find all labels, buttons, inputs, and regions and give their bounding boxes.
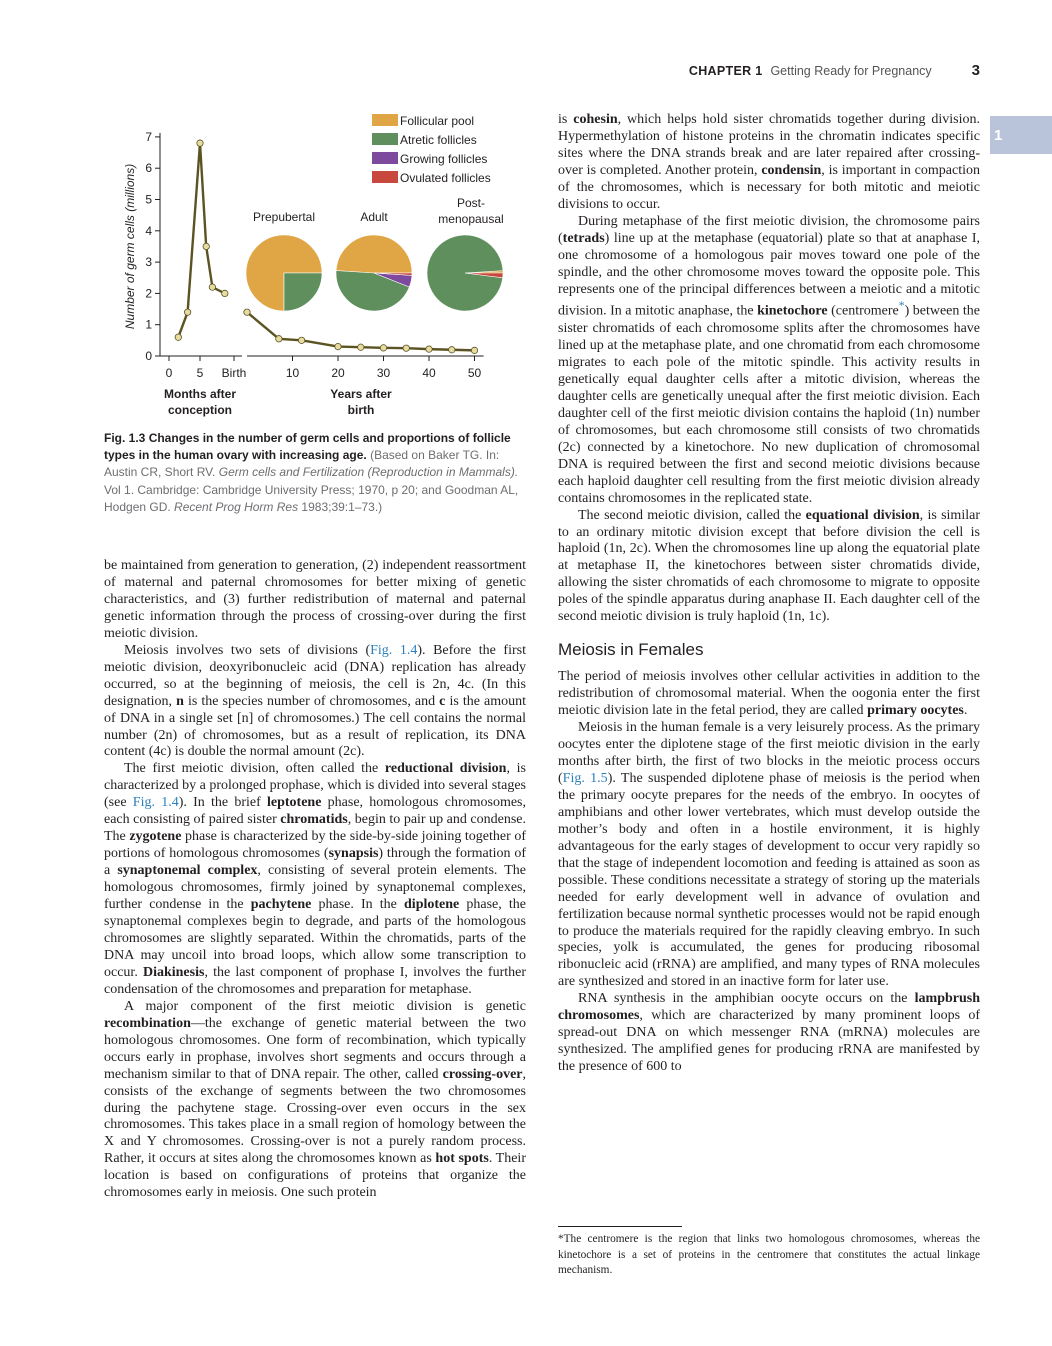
postnatal-series-point <box>276 336 282 342</box>
x-tick-label: 50 <box>467 366 482 380</box>
term: zygotene <box>129 829 182 845</box>
legend-label: Growing follicles <box>400 152 488 166</box>
legend-label: Follicular pool <box>400 114 475 128</box>
postnatal-series-point <box>298 337 304 343</box>
footnote-marker[interactable]: * <box>898 299 905 313</box>
term: primary oocytes <box>867 703 964 719</box>
text: , the last component of prophase I, involves the further condensation of the chromosomes and preparation for metaphase. <box>104 964 526 997</box>
term: n <box>176 693 184 709</box>
term: hot spots <box>435 1151 489 1167</box>
term: chromatids <box>280 812 348 828</box>
legend-swatch <box>372 133 398 145</box>
term: reductional division <box>384 761 507 777</box>
text: , begin to pair up and condense. The <box>104 812 526 845</box>
postnatal-series-point <box>426 346 432 352</box>
text: is <box>558 112 574 127</box>
text: —the exchange of genetic material between the two homologous chromosomes. One form of recombination, which typically occurs early in prophase, involves short segments and occurs through a mechanism similar to that of DNA repair. The other, called <box>104 1015 526 1082</box>
text: , which helps hold sister chromatids together during division. Hypermethylation of histone proteins in the chromatin indicates specific sites where the DNA strands break and are later repaired after crossing-over is completed. Another protein, <box>558 112 981 178</box>
text: ) through the formation of a <box>104 846 526 879</box>
text: The first meiotic division, often called the <box>124 761 385 777</box>
prenatal-series-point <box>175 334 181 340</box>
pie-label-line2: menopausal <box>438 212 504 226</box>
chapter-tab <box>990 116 1052 154</box>
footnote-rule <box>558 1226 682 1227</box>
chapter-tab-number: 1 <box>994 126 1003 144</box>
legend-swatch <box>372 114 398 126</box>
text: phase, the synaptonemal complexes begin to degrade, and parts of the homologous chromosomes are slightly separated. Within the chromatids, parts of the DNA may uncoil into broad loops, which allow some transcription to occur. <box>104 897 526 980</box>
text: RNA synthesis in the amphibian oocyte occurs on the <box>578 991 915 1007</box>
caption-title: Changes in the number of germ cells and proportions of follicle types in the human ovary with increasing age. <box>104 431 511 463</box>
term: leptotene <box>267 795 322 811</box>
postnatal-series-point <box>403 345 409 351</box>
caption-source-book: Germ cells and Fertilization (Reproduction in Mammals). <box>218 465 519 480</box>
x-tick-label: 20 <box>331 366 345 380</box>
term: kinetochore <box>757 304 828 320</box>
text: , consisting of several protein elements. The homologous chromosomes, firmly joined by synaptonemal complexes, further condense in the <box>104 863 527 913</box>
running-head <box>560 62 980 79</box>
pie-label: Prepubertal <box>252 210 316 224</box>
text: is the species number of chromosomes, and <box>183 693 440 709</box>
birth-tick-label: Birth <box>221 366 247 380</box>
text: A major component of the first meiotic division is genetic <box>124 998 526 1014</box>
pie-label: Adult <box>360 210 388 224</box>
right-paragraph-2 <box>558 214 980 508</box>
y-tick-label: 6 <box>145 161 152 176</box>
text: , is characterized by a prolonged prophase, which is divided into several stages (see <box>104 761 526 811</box>
text: ). Before the first meiotic division, deoxyribonucleic acid (DNA) replication has already occurred, so at the beginning of meiosis, the cell is 2n, 4c. (In this designation, <box>104 642 526 709</box>
term: c <box>439 693 446 709</box>
y-axis-label: Number of germ cells (millions) <box>123 163 137 330</box>
y-tick-label: 4 <box>145 223 152 238</box>
x-tick-label: 10 <box>285 366 300 380</box>
term: synaptonemal complex <box>117 863 258 879</box>
left-paragraph-3 <box>104 761 526 998</box>
term: crossing-over <box>442 1066 523 1082</box>
x-label-postnatal-line2: birth <box>347 403 375 417</box>
pie-slice <box>336 235 412 273</box>
term: recombination <box>104 1015 191 1031</box>
text: ). In the brief <box>178 795 267 811</box>
left-paragraph-2 <box>104 643 526 762</box>
text: The second meiotic division, called the <box>578 507 806 523</box>
caption-source-3: 1983;39:1–73.) <box>298 499 383 514</box>
term: diplotene <box>404 897 460 913</box>
x-tick-label: 30 <box>376 366 391 380</box>
text: Meiosis in the human female is a very leisurely process. As the primary oocytes enter the diplotene stage of the first meiotic division in the early months after birth, the first of two blocks in the meiotic process occurs ( <box>558 720 980 786</box>
running-head-chapter: CHAPTER 1 <box>688 64 763 78</box>
text: phase is characterized by the side-by-side joining together of portions of homologous chromosomes ( <box>104 829 527 862</box>
y-tick-label: 7 <box>145 129 152 144</box>
postnatal-series-point <box>335 343 341 349</box>
postnatal-series-point <box>471 347 477 353</box>
x-label-postnatal-line1: Years after <box>330 387 392 401</box>
text: , consists of the exchange of segments between the two chromosomes during the pachytene stage. Crossing-over even occurs in the sex chromosomes. This takes place in a small region of homology between the X and Y chromosomes. Crossing-over is not a purely random process. Rather, it occurs at sites along the chromosomes known as <box>104 1066 526 1167</box>
y-tick-label: 2 <box>145 286 152 301</box>
x-label-prenatal-line1: Months after <box>164 387 236 401</box>
text: , which are characterized by many prominent loops of spread-out DNA on which messenger RNA (mRNA) molecules are synthesized. The amplified genes for producing rRNA are manifested by the presence of 600 to <box>558 1008 980 1075</box>
prenatal-series-point <box>203 243 209 249</box>
x-label-prenatal-line2: conception <box>167 403 233 417</box>
postnatal-series-point <box>358 344 364 350</box>
figure-link[interactable]: Fig. 1.5 <box>562 770 608 786</box>
term: condensin <box>761 162 822 178</box>
term: synapsis <box>328 846 379 862</box>
right-paragraph-3 <box>558 508 980 627</box>
text: phase, homologous chromosomes, each consisting of paired sister <box>104 795 527 828</box>
prenatal-series-point <box>222 290 228 296</box>
left-paragraph-4 <box>104 999 526 1202</box>
text: During metaphase of the first meiotic division, the chromosome pairs ( <box>558 213 980 246</box>
legend-label: Atretic follicles <box>400 133 477 147</box>
text: . <box>963 703 968 719</box>
right-paragraph-6 <box>558 991 980 1076</box>
text: The period of meiosis involves other cellular activities in addition to the redistribution of chromosomal material. When the oogonia enter the first meiotic division late in the fetal period, they are called <box>558 669 980 719</box>
prenatal-series-point <box>184 309 190 315</box>
left-column <box>104 558 526 1202</box>
left-paragraph-1: be maintained from generation to generation, (2) independent reassortment of maternal and paternal chromosomes for better mixing of genetic characteristics, and (3) further redistribution of maternal and paternal genetic information through the process of crossing-over during the first meiotic division. <box>104 558 526 641</box>
prenatal-series-point <box>209 284 215 290</box>
text: is the amount of DNA in a single set [n] of chromosomes.) The cell contains the normal number (2n) of chromosomes, but as a result of replication, its DNA content (4c) is double the normal amount (2c). <box>104 693 527 760</box>
figure-caption <box>104 430 524 516</box>
text: ). The suspended diplotene phase of meiosis is the period when the primary oocyte prepares for the needs of the embryo. In oocytes of amphibians and other lower vertebrates, which must develop outside the mother’s body and often in a hostile environment, it is highly advantageous for the early stages of development to occur very rapidly so that the stage of independent locomotion and feeding is attained as soon as possible. These conditions necessitate a strategy of storing up the materials needed for early development well in advance of ovulation and fertilization because normal synthetic processes would not be rapid enough to produce the materials required for the rapidly cleaving embryo. In such species, yolk is accumulated, the genes for producing ribosomal ribonucleic acid (rRNA) are amplified, and many types of RNA molecules are synthesized and stored in an inactive form for later use. <box>558 770 980 990</box>
right-paragraph-5 <box>558 720 980 991</box>
figure-link[interactable]: Fig. 1.4 <box>370 642 418 658</box>
y-tick-label: 5 <box>145 192 152 207</box>
postnatal-series-point <box>449 347 455 353</box>
running-head-title: Getting Ready for Pregnancy <box>770 64 932 78</box>
term: lampbrush chromosomes <box>558 991 980 1024</box>
legend-swatch <box>372 171 398 183</box>
term: cohesin <box>573 112 618 127</box>
caption-source-1: (Based on Baker TG. In: Austin CR, Short RV. <box>104 448 500 480</box>
text: Meiosis involves two sets of divisions ( <box>124 642 371 658</box>
figure-link[interactable]: Fig. 1.4 <box>132 795 179 811</box>
caption-source-journal: Recent Prog Horm Res <box>174 499 299 514</box>
text: . Their location is based on configurations of proteins that organize the chromosomes early in meiosis. One such protein <box>104 1151 526 1201</box>
text: , is important in compaction of the chromosomes, which is necessary for both mitotic and meiotic divisions to occur. <box>558 162 980 212</box>
term: tetrads <box>562 230 605 246</box>
caption-label: Fig. 1.3 <box>104 431 146 445</box>
footnote: *The centromere is the region that links two homologous chromosomes, whereas the kinetochore is a set of proteins in the centromere that constitutes the actual linkage mechanism. <box>558 1233 980 1277</box>
germ-cell-chart <box>100 108 528 428</box>
text: ) line up at the metaphase (equatorial) plate so that at anaphase I, one chromosome of a homologous pair moves toward one pole of the spindle, and the other chromosome moves toward the opposite pole. This represents one of the principal differences between a meiotic and a mitotic division. In a mitotic anaphase, the <box>558 230 980 320</box>
pie-slice <box>284 273 322 311</box>
postnatal-series-point <box>380 345 386 351</box>
y-tick-label: 1 <box>145 317 152 332</box>
right-column <box>558 112 980 1076</box>
section-heading: Meiosis in Females <box>558 640 704 660</box>
term: pachytene <box>250 897 312 913</box>
text: , is similar to an ordinary mitotic division except that before division the cell is haploid (1n, 2c). When the chromosomes line up along the equatorial plate at metaphase II, the kinetochores between sister chromatids divide, allowing the sister chromatids of each chromosome to migrate to opposite poles of the spindle apparatus during anaphase II. Each daughter cell of the second meiotic division is truly haploid (1n, 1c). <box>558 507 980 625</box>
right-paragraph-4 <box>558 669 980 720</box>
term: equational division <box>805 507 920 523</box>
text: (centromere <box>827 304 899 320</box>
y-tick-label: 3 <box>145 255 152 270</box>
x-tick-label: 40 <box>422 366 436 380</box>
term: Diakinesis <box>142 964 205 980</box>
pie-label-line1: Post- <box>456 196 486 210</box>
legend-label: Ovulated follicles <box>400 171 491 185</box>
x-tick-label: 5 <box>196 366 204 380</box>
postnatal-series-point <box>244 309 250 315</box>
text: phase. In the <box>311 897 405 913</box>
prenatal-series-line <box>178 143 225 337</box>
y-tick-label: 0 <box>145 349 152 363</box>
prenatal-series-point <box>197 140 203 146</box>
caption-source-2: Vol 1. Cambridge: Cambridge University Press; 1970, p 20; and Goodman AL, Hodgen GD. <box>104 482 519 514</box>
x-tick-label: 0 <box>165 366 173 380</box>
right-paragraph-1 <box>558 112 980 214</box>
page-number: 3 <box>971 62 980 79</box>
legend-swatch <box>372 152 398 164</box>
text: ) between the sister chromatids of each chromosome splits after the chromosomes have lined up at the metaphase plate, and one chromatid from each chromosome migrates to each pole of the mitotic spindle. This activity results in genetically equal daughter cells after a mitotic division, whereas the daughter cells are genetically unequal after the first meiotic division. Each daughter cell of the first meiotic division contains the haploid (1n) number of chromosomes, but each chromosome still consists of two chromatids (2c) connected by a kinetochore. No new duplication of chromosomal DNA is required between the first and second meiotic divisions because each haploid daughter cell resulting from the first meiotic division already contains chromosomes in the replicated state. <box>558 304 980 506</box>
